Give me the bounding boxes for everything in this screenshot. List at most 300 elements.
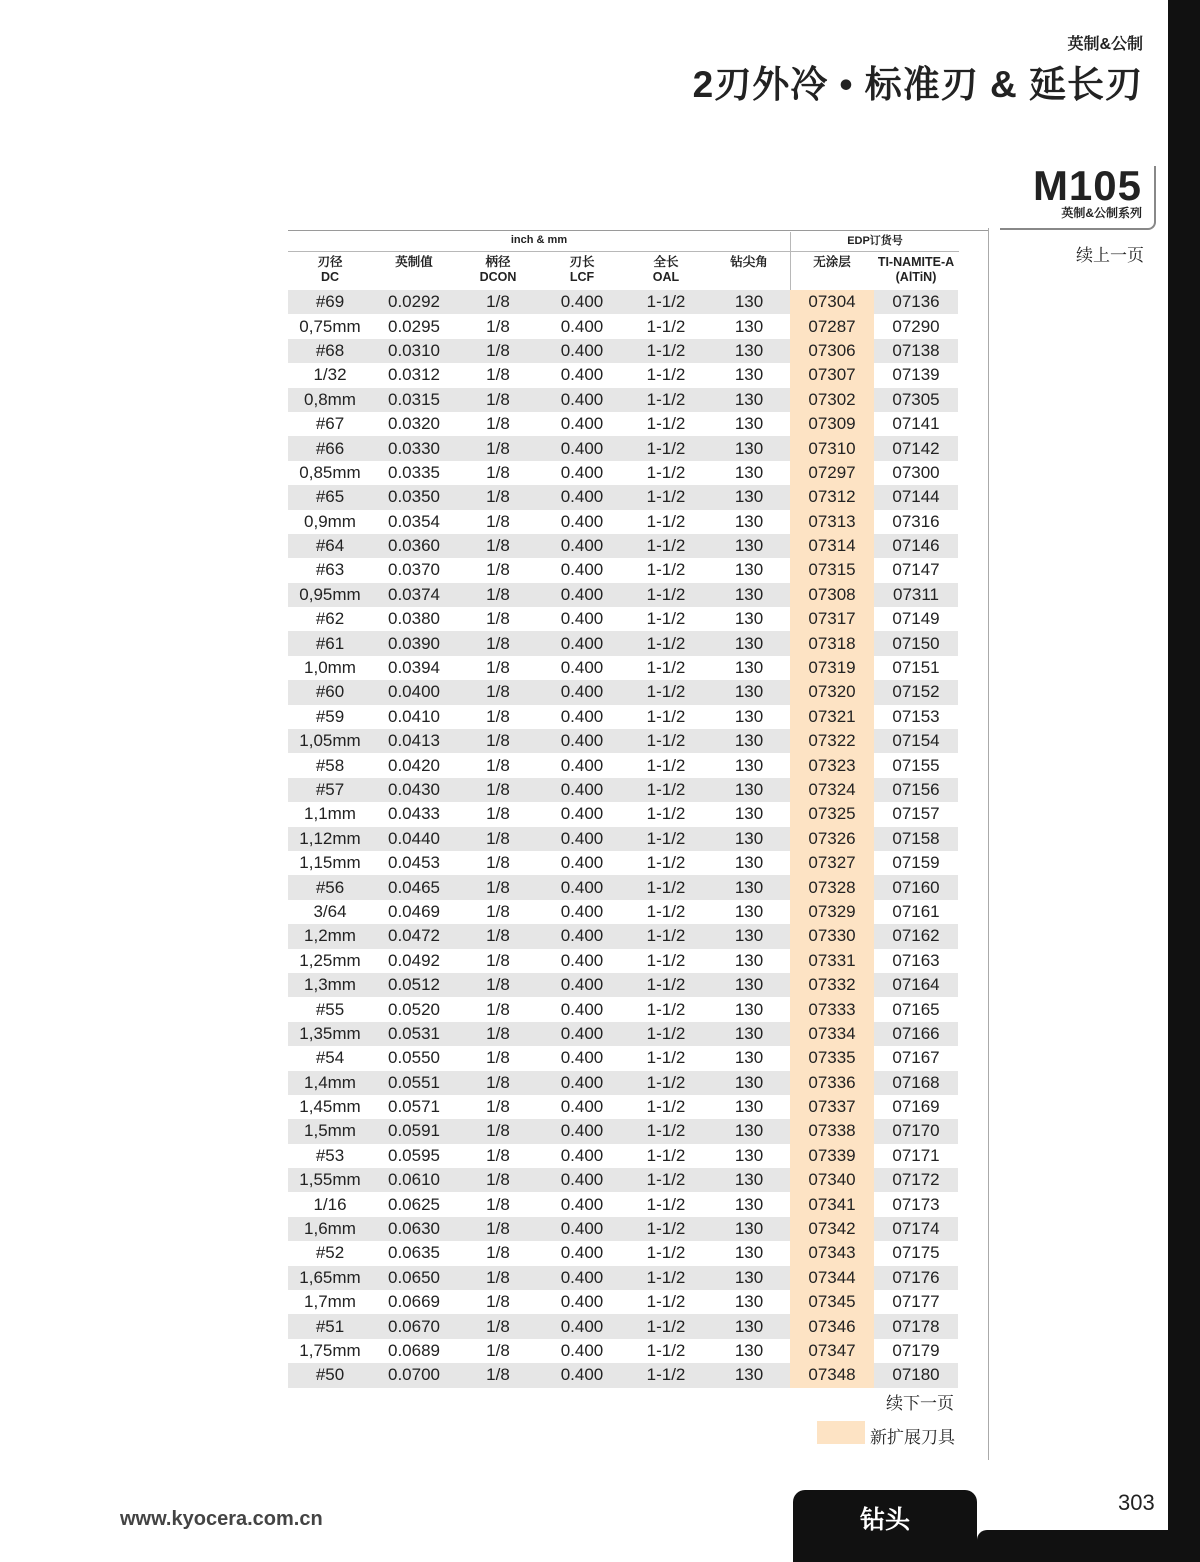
col-oal: 1-1/2 — [646, 414, 686, 434]
col-dc: #67 — [315, 414, 345, 434]
col-oal: 1-1/2 — [624, 583, 708, 607]
col-dc: 1,15mm — [299, 853, 361, 873]
col-uncoated: 07331 — [790, 949, 874, 973]
col-uncoated: 07343 — [790, 1241, 874, 1265]
section-tab-label: 钻头 — [859, 1506, 910, 1534]
col-point-angle: 130 — [708, 290, 790, 314]
col-dc: #65 — [288, 485, 372, 509]
table-row — [288, 461, 958, 485]
col-point-angle: 130 — [734, 609, 764, 629]
continued-next-note: 续下一页 — [886, 1394, 954, 1413]
col-uncoated: 07307 — [790, 363, 874, 387]
col-oal: 1-1/2 — [646, 804, 686, 824]
col-oal: 1-1/2 — [646, 706, 686, 726]
col-ti-namite-a: 07305 — [874, 388, 958, 412]
col-ti-namite-a: 07290 — [892, 316, 940, 336]
col-lcf: 0.400 — [560, 414, 604, 434]
col-dc: 1/16 — [313, 1194, 347, 1214]
column-header-line2: OAL — [652, 270, 680, 284]
col-uncoated: 07328 — [790, 875, 874, 899]
col-dc: #69 — [288, 290, 372, 314]
col-dc: 1,55mm — [288, 1168, 372, 1192]
col-lcf: 0.400 — [540, 534, 624, 558]
col-ti-namite-a: 07146 — [874, 534, 958, 558]
col-lcf: 0.400 — [560, 609, 604, 629]
col-lcf: 0.400 — [540, 778, 624, 802]
col-lcf: 0.400 — [560, 706, 604, 726]
col-dcon: 1/8 — [486, 1097, 510, 1117]
col-lcf: 0.400 — [540, 1119, 624, 1143]
col-uncoated: 07340 — [790, 1168, 874, 1192]
col-oal: 1-1/2 — [624, 1071, 708, 1095]
col-lcf: 0.400 — [540, 1314, 624, 1338]
col-point-angle: 130 — [734, 755, 764, 775]
col-inch-value: 0.0420 — [388, 755, 440, 775]
table-row — [288, 753, 958, 777]
column-header-point-angle — [708, 255, 790, 270]
col-inch-value: 0.0410 — [388, 706, 440, 726]
col-inch-value: 0.0350 — [372, 485, 456, 509]
table-row — [288, 1339, 958, 1363]
table-row — [288, 314, 958, 338]
table-row — [288, 607, 958, 631]
col-uncoated: 07344 — [790, 1266, 874, 1290]
col-inch-value: 0.0610 — [372, 1168, 456, 1192]
table-row — [288, 680, 958, 704]
col-ti-namite-a: 07175 — [892, 1243, 940, 1263]
col-oal: 1-1/2 — [624, 1363, 708, 1387]
table-row — [288, 290, 958, 314]
col-dcon: 1/8 — [486, 950, 510, 970]
col-lcf: 0.400 — [560, 511, 604, 531]
col-ti-namite-a: 07138 — [874, 339, 958, 363]
col-uncoated: 07332 — [790, 973, 874, 997]
col-oal: 1-1/2 — [624, 729, 708, 753]
col-ti-namite-a: 07163 — [892, 950, 940, 970]
col-oal: 1-1/2 — [624, 1266, 708, 1290]
col-dc: #64 — [288, 534, 372, 558]
column-header-uncoated — [790, 255, 874, 270]
website-link[interactable]: www.kyocera.com.cn — [120, 1508, 323, 1530]
col-ti-namite-a: 07170 — [874, 1119, 958, 1143]
col-inch-value: 0.0370 — [388, 560, 440, 580]
col-oal: 1-1/2 — [646, 658, 686, 678]
table-row — [288, 1217, 958, 1241]
col-point-angle: 130 — [708, 388, 790, 412]
col-inch-value: 0.0390 — [372, 631, 456, 655]
col-dcon: 1/8 — [486, 1292, 510, 1312]
col-dc: #57 — [288, 778, 372, 802]
col-dcon: 1/8 — [456, 1266, 540, 1290]
table-row — [288, 631, 958, 655]
col-dc: 1,25mm — [299, 950, 361, 970]
col-oal: 1-1/2 — [646, 1048, 686, 1068]
col-point-angle: 130 — [734, 462, 764, 482]
col-point-angle: 130 — [708, 924, 790, 948]
col-dcon: 1/8 — [456, 680, 540, 704]
col-point-angle: 130 — [734, 950, 764, 970]
col-uncoated: 07321 — [790, 705, 874, 729]
col-oal: 1-1/2 — [646, 901, 686, 921]
col-point-angle: 130 — [708, 583, 790, 607]
col-dc: #53 — [315, 1145, 345, 1165]
col-dcon: 1/8 — [456, 1119, 540, 1143]
col-dcon: 1/8 — [486, 462, 510, 482]
col-lcf: 0.400 — [540, 680, 624, 704]
col-inch-value: 0.0550 — [388, 1048, 440, 1068]
table-row — [288, 485, 958, 509]
col-dcon: 1/8 — [456, 436, 540, 460]
col-lcf: 0.400 — [540, 973, 624, 997]
col-inch-value: 0.0315 — [372, 388, 456, 412]
page-title: 2刃外冷 • 标准刃 & 延长刃 — [692, 64, 1143, 105]
col-ti-namite-a: 07164 — [874, 973, 958, 997]
col-ti-namite-a: 07156 — [874, 778, 958, 802]
col-oal: 1-1/2 — [624, 778, 708, 802]
legend-swatch — [817, 1421, 865, 1444]
col-dcon: 1/8 — [486, 706, 510, 726]
col-inch-value: 0.0440 — [372, 827, 456, 851]
col-dc: 1,4mm — [288, 1071, 372, 1095]
col-lcf: 0.400 — [560, 999, 604, 1019]
col-point-angle: 130 — [734, 1340, 764, 1360]
col-point-angle: 130 — [734, 1048, 764, 1068]
col-dcon: 1/8 — [486, 804, 510, 824]
col-uncoated: 07312 — [790, 485, 874, 509]
col-uncoated: 07304 — [790, 290, 874, 314]
table-row — [288, 412, 958, 436]
col-inch-value: 0.0310 — [372, 339, 456, 363]
col-dcon: 1/8 — [456, 534, 540, 558]
table-top-rule — [288, 230, 988, 231]
table-row — [288, 827, 958, 851]
col-ti-namite-a: 07154 — [874, 729, 958, 753]
model-box — [1000, 162, 1156, 230]
col-ti-namite-a: 07300 — [892, 462, 940, 482]
col-dc: 1,65mm — [288, 1266, 372, 1290]
col-point-angle: 130 — [708, 827, 790, 851]
col-dc: #51 — [288, 1314, 372, 1338]
col-inch-value: 0.0394 — [388, 658, 440, 678]
table-row — [288, 1119, 958, 1143]
col-dc: #55 — [315, 999, 345, 1019]
col-dcon: 1/8 — [486, 1048, 510, 1068]
col-oal: 1-1/2 — [646, 1292, 686, 1312]
col-point-angle: 130 — [734, 706, 764, 726]
table-row — [288, 1241, 958, 1265]
right-divider — [988, 228, 989, 1460]
col-lcf: 0.400 — [560, 316, 604, 336]
col-point-angle: 130 — [708, 1314, 790, 1338]
col-oal: 1-1/2 — [624, 290, 708, 314]
table-row — [288, 729, 958, 753]
col-point-angle: 130 — [734, 414, 764, 434]
col-ti-namite-a: 07178 — [874, 1314, 958, 1338]
col-dcon: 1/8 — [456, 339, 540, 363]
col-lcf: 0.400 — [540, 924, 624, 948]
col-lcf: 0.400 — [560, 1292, 604, 1312]
page-number: 303 — [1118, 1490, 1155, 1515]
col-inch-value: 0.0472 — [372, 924, 456, 948]
col-lcf: 0.400 — [540, 827, 624, 851]
col-ti-namite-a: 07150 — [874, 631, 958, 655]
table-row — [288, 1071, 958, 1095]
table-row — [288, 875, 958, 899]
col-oal: 1-1/2 — [646, 462, 686, 482]
table-row — [288, 388, 958, 412]
col-point-angle: 130 — [708, 680, 790, 704]
col-lcf: 0.400 — [560, 901, 604, 921]
col-uncoated: 07302 — [790, 388, 874, 412]
col-oal: 1-1/2 — [624, 680, 708, 704]
col-oal: 1-1/2 — [646, 853, 686, 873]
col-lcf: 0.400 — [560, 560, 604, 580]
col-ti-namite-a: 07172 — [874, 1168, 958, 1192]
col-lcf: 0.400 — [540, 1071, 624, 1095]
col-dc: 1,45mm — [299, 1097, 361, 1117]
col-point-angle: 130 — [734, 316, 764, 336]
col-oal: 1-1/2 — [646, 1194, 686, 1214]
col-dc: #68 — [288, 339, 372, 363]
col-oal: 1-1/2 — [624, 1217, 708, 1241]
col-dcon: 1/8 — [456, 1363, 540, 1387]
col-point-angle: 130 — [708, 1217, 790, 1241]
col-inch-value: 0.0330 — [372, 436, 456, 460]
col-ti-namite-a: 07162 — [874, 924, 958, 948]
col-dcon: 1/8 — [456, 1217, 540, 1241]
table-row — [288, 778, 958, 802]
col-lcf: 0.400 — [540, 388, 624, 412]
col-dcon: 1/8 — [486, 511, 510, 531]
col-ti-namite-a: 07171 — [892, 1145, 940, 1165]
column-header-oal — [624, 255, 708, 285]
col-uncoated: 07337 — [790, 1095, 874, 1119]
col-inch-value: 0.0433 — [388, 804, 440, 824]
column-header-line1: 刃长 — [569, 255, 595, 269]
col-dcon: 1/8 — [456, 485, 540, 509]
table-row — [288, 583, 958, 607]
col-ti-namite-a: 07147 — [892, 560, 940, 580]
col-uncoated: 07320 — [790, 680, 874, 704]
col-point-angle: 130 — [734, 853, 764, 873]
table-row — [288, 900, 958, 924]
col-uncoated: 07322 — [790, 729, 874, 753]
model-series: 英制&公制系列 — [1061, 206, 1142, 220]
col-ti-namite-a: 07311 — [874, 583, 958, 607]
col-point-angle: 130 — [708, 631, 790, 655]
col-lcf: 0.400 — [540, 583, 624, 607]
col-dc: 1/32 — [313, 365, 347, 385]
col-uncoated: 07297 — [790, 461, 874, 485]
column-header-line1: 英制值 — [395, 255, 433, 269]
col-oal: 1-1/2 — [646, 1097, 686, 1117]
col-inch-value: 0.0635 — [388, 1243, 440, 1263]
col-point-angle: 130 — [708, 1022, 790, 1046]
col-inch-value: 0.0453 — [388, 853, 440, 873]
col-lcf: 0.400 — [560, 1145, 604, 1165]
footer-bar — [977, 1530, 1168, 1562]
col-uncoated: 07345 — [790, 1290, 874, 1314]
col-dcon: 1/8 — [456, 290, 540, 314]
col-dc: 1,1mm — [304, 804, 356, 824]
col-dcon: 1/8 — [486, 414, 510, 434]
col-ti-namite-a: 07149 — [892, 609, 940, 629]
col-inch-value: 0.0320 — [388, 414, 440, 434]
col-oal: 1-1/2 — [624, 534, 708, 558]
table-row — [288, 1168, 958, 1192]
col-point-angle: 130 — [734, 658, 764, 678]
col-lcf: 0.400 — [560, 755, 604, 775]
col-uncoated: 07327 — [790, 851, 874, 875]
col-dc: 0,85mm — [299, 462, 361, 482]
col-dc: 1,0mm — [304, 658, 356, 678]
col-point-angle: 130 — [734, 1194, 764, 1214]
group-header-edp: EDP订货号 — [847, 235, 903, 247]
col-ti-namite-a: 07151 — [892, 658, 940, 678]
col-ti-namite-a: 07144 — [874, 485, 958, 509]
col-lcf: 0.400 — [560, 1194, 604, 1214]
column-header-dc — [288, 255, 372, 285]
col-oal: 1-1/2 — [646, 316, 686, 336]
col-inch-value: 0.0312 — [388, 365, 440, 385]
col-dcon: 1/8 — [456, 827, 540, 851]
col-inch-value: 0.0670 — [372, 1314, 456, 1338]
table-row — [288, 1266, 958, 1290]
col-oal: 1-1/2 — [646, 1145, 686, 1165]
col-oal: 1-1/2 — [646, 999, 686, 1019]
col-lcf: 0.400 — [560, 804, 604, 824]
col-point-angle: 130 — [734, 1145, 764, 1165]
col-uncoated: 07339 — [790, 1144, 874, 1168]
col-ti-namite-a: 07180 — [874, 1363, 958, 1387]
column-header-line2: LCF — [569, 270, 595, 284]
col-point-angle: 130 — [708, 973, 790, 997]
col-ti-namite-a: 07161 — [892, 901, 940, 921]
col-inch-value: 0.0360 — [372, 534, 456, 558]
col-uncoated: 07314 — [790, 534, 874, 558]
col-dcon: 1/8 — [486, 1194, 510, 1214]
col-ti-namite-a: 07158 — [874, 827, 958, 851]
col-point-angle: 130 — [734, 560, 764, 580]
column-header-line1: 柄径 — [485, 255, 511, 269]
col-ti-namite-a: 07173 — [892, 1194, 940, 1214]
col-point-angle: 130 — [708, 534, 790, 558]
table-row — [288, 997, 958, 1021]
col-inch-value: 0.0551 — [372, 1071, 456, 1095]
col-oal: 1-1/2 — [624, 924, 708, 948]
col-dc: 1,35mm — [288, 1022, 372, 1046]
col-uncoated: 07324 — [790, 778, 874, 802]
col-inch-value: 0.0520 — [388, 999, 440, 1019]
col-oal: 1-1/2 — [646, 950, 686, 970]
column-header-line1: 刃径 — [317, 255, 343, 269]
col-uncoated: 07326 — [790, 827, 874, 851]
column-header-line2: DC — [320, 270, 340, 284]
col-point-angle: 130 — [708, 1119, 790, 1143]
col-dcon: 1/8 — [486, 901, 510, 921]
col-oal: 1-1/2 — [624, 875, 708, 899]
col-dc: #62 — [315, 609, 345, 629]
col-ti-namite-a: 07159 — [892, 853, 940, 873]
table-row — [288, 1095, 958, 1119]
col-oal: 1-1/2 — [624, 1119, 708, 1143]
col-inch-value: 0.0591 — [372, 1119, 456, 1143]
col-dcon: 1/8 — [456, 1022, 540, 1046]
col-point-angle: 130 — [708, 778, 790, 802]
col-lcf: 0.400 — [560, 1243, 604, 1263]
col-uncoated: 07315 — [790, 558, 874, 582]
col-point-angle: 130 — [708, 1363, 790, 1387]
col-dcon: 1/8 — [486, 999, 510, 1019]
col-oal: 1-1/2 — [624, 1314, 708, 1338]
group-rule-edp — [791, 251, 959, 252]
col-dc: #52 — [315, 1243, 345, 1263]
table-row — [288, 949, 958, 973]
col-dcon: 1/8 — [456, 729, 540, 753]
col-dc: 1,2mm — [288, 924, 372, 948]
col-ti-namite-a: 07141 — [892, 414, 940, 434]
col-uncoated: 07319 — [790, 656, 874, 680]
col-dcon: 1/8 — [456, 1314, 540, 1338]
table-row — [288, 510, 958, 534]
col-point-angle: 130 — [734, 999, 764, 1019]
col-uncoated: 07335 — [790, 1046, 874, 1070]
col-dc: 1,5mm — [288, 1119, 372, 1143]
col-uncoated: 07318 — [790, 631, 874, 655]
col-uncoated: 07310 — [790, 436, 874, 460]
col-dc: 1,75mm — [299, 1340, 361, 1360]
col-dc: 3/64 — [313, 901, 347, 921]
column-header-dcon — [456, 255, 540, 285]
col-point-angle: 130 — [708, 1071, 790, 1095]
table-row — [288, 705, 958, 729]
col-ti-namite-a: 07167 — [892, 1048, 940, 1068]
col-uncoated: 07336 — [790, 1071, 874, 1095]
col-uncoated: 07346 — [790, 1314, 874, 1338]
col-dcon: 1/8 — [456, 388, 540, 412]
col-dcon: 1/8 — [486, 658, 510, 678]
col-uncoated: 07341 — [790, 1192, 874, 1216]
col-dc: #66 — [288, 436, 372, 460]
col-lcf: 0.400 — [540, 1363, 624, 1387]
col-inch-value: 0.0512 — [372, 973, 456, 997]
col-inch-value: 0.0374 — [372, 583, 456, 607]
col-lcf: 0.400 — [540, 1022, 624, 1046]
col-inch-value: 0.0492 — [388, 950, 440, 970]
col-oal: 1-1/2 — [646, 1340, 686, 1360]
col-dc: 0,95mm — [288, 583, 372, 607]
column-header-line2: DCON — [479, 270, 517, 284]
col-dcon: 1/8 — [456, 1071, 540, 1095]
col-dcon: 1/8 — [486, 1340, 510, 1360]
table-row — [288, 1290, 958, 1314]
table-row — [288, 1022, 958, 1046]
col-inch-value: 0.0571 — [388, 1097, 440, 1117]
col-lcf: 0.400 — [540, 1168, 624, 1192]
col-uncoated: 07330 — [790, 924, 874, 948]
col-dc: #61 — [288, 631, 372, 655]
col-point-angle: 130 — [708, 875, 790, 899]
col-dcon: 1/8 — [456, 583, 540, 607]
col-inch-value: 0.0469 — [388, 901, 440, 921]
column-header-line2: (AlTiN) — [895, 270, 937, 284]
col-dcon: 1/8 — [486, 316, 510, 336]
col-oal: 1-1/2 — [624, 485, 708, 509]
col-uncoated: 07333 — [790, 997, 874, 1021]
col-inch-value: 0.0295 — [388, 316, 440, 336]
col-dcon: 1/8 — [486, 609, 510, 629]
table-row — [288, 534, 958, 558]
